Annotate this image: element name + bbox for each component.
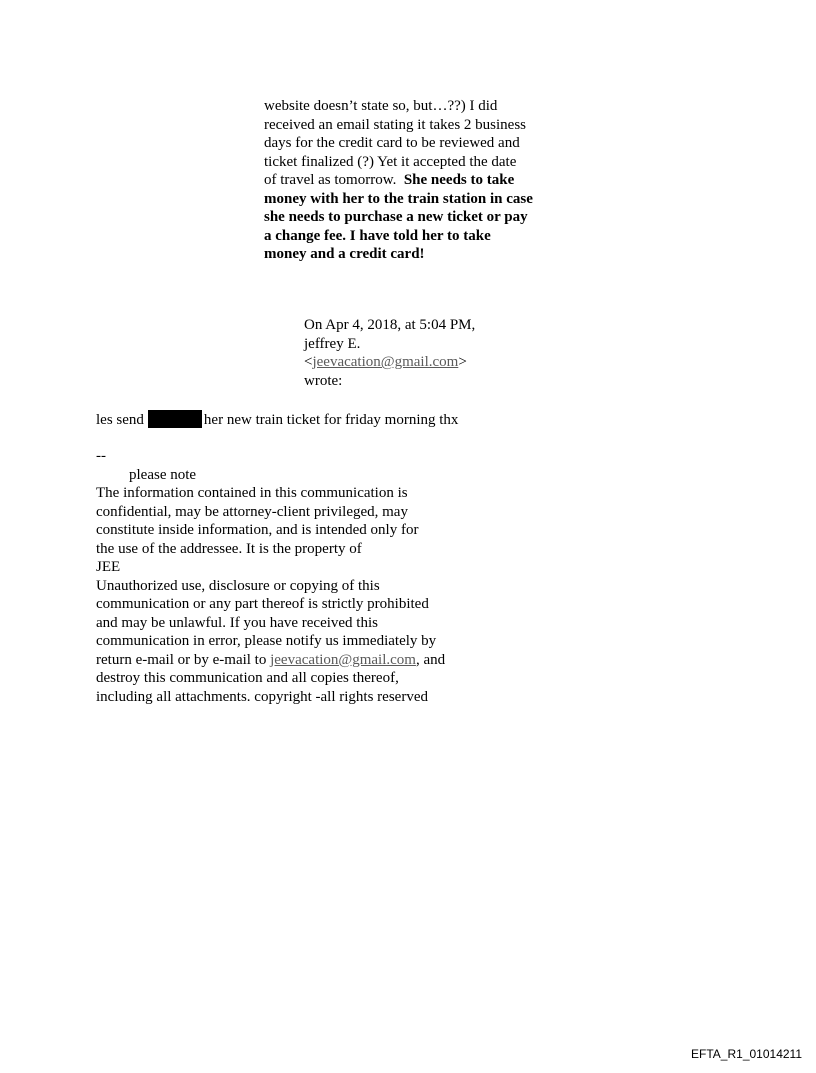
sender-email-link[interactable]: jeevacation@gmail.com [312,354,459,370]
open-bracket: < [304,354,313,370]
quote-sender-name: jeffrey E. [304,335,361,352]
reply-line: received an email stating it takes 2 business [264,116,527,133]
reply-bold-line: money and a credit card! [264,246,425,262]
document-id-stamp: EFTA_R1_01014211 [691,1047,802,1061]
request-text-before: les send [96,412,144,428]
disclaimer-line: communication in error, please notify us immediately by [96,633,437,649]
redaction-block [148,410,202,428]
return-text-before: return e-mail or by e-mail to [96,651,271,668]
disclaimer-line: communication or any part thereof is strictly prohibited [96,596,429,612]
return-email-link[interactable]: jeevacation@gmail.com [270,651,416,668]
signature-note: please note [129,466,197,483]
reply-mixed-bold: She needs to take [403,172,515,188]
quote-date-line: On Apr 4, 2018, at 5:04 PM, [304,317,476,333]
disclaimer-line: JEE [96,559,121,575]
reply-line: website doesn’t state so, but…??) I did [264,98,498,114]
disclaimer-line: The information contained in this communication is [96,485,408,501]
reply-bold-line: she needs to purchase a new ticket or pay [264,209,528,225]
request-line [96,410,458,430]
reply-mixed-line [264,171,533,190]
quote-sender-email-line [304,353,475,372]
close-bracket: > [458,354,467,370]
reply-line: ticket finalized (?) Yet it accepted the date [264,153,517,170]
reply-bold-line: money with her to the train station in case [264,190,533,207]
disclaimer-line: Unauthorized use, disclosure or copying of this [96,577,380,594]
disclaimer-line: the use of the addressee. It is the property of [96,540,362,557]
request-text-after: her new train ticket for friday morning thx [203,412,459,428]
signature-separator: -- [96,448,106,464]
disclaimer-line: and may be unlawful. If you have received this [96,614,378,631]
disclaimer-line: including all attachments. copyright -all rights reserved [96,688,428,705]
signature-disclaimer [96,447,445,706]
return-text-after: , and [415,651,446,668]
quote-wrote-line: wrote: [304,372,343,389]
disclaimer-line: constitute inside information, and is intended only for [96,522,419,538]
disclaimer-line: confidential, may be attorney-client privileged, may [96,503,408,520]
reply-line: days for the credit card to be reviewed and [264,135,520,151]
disclaimer-return-line [96,651,445,670]
reply-mixed-plain: of travel as tomorrow. [264,172,404,188]
reply-paragraph [264,97,533,264]
reply-bold-line: a change fee. I have told her to take [264,227,491,244]
quote-header [304,316,475,390]
disclaimer-line: destroy this communication and all copies thereof, [96,670,399,686]
